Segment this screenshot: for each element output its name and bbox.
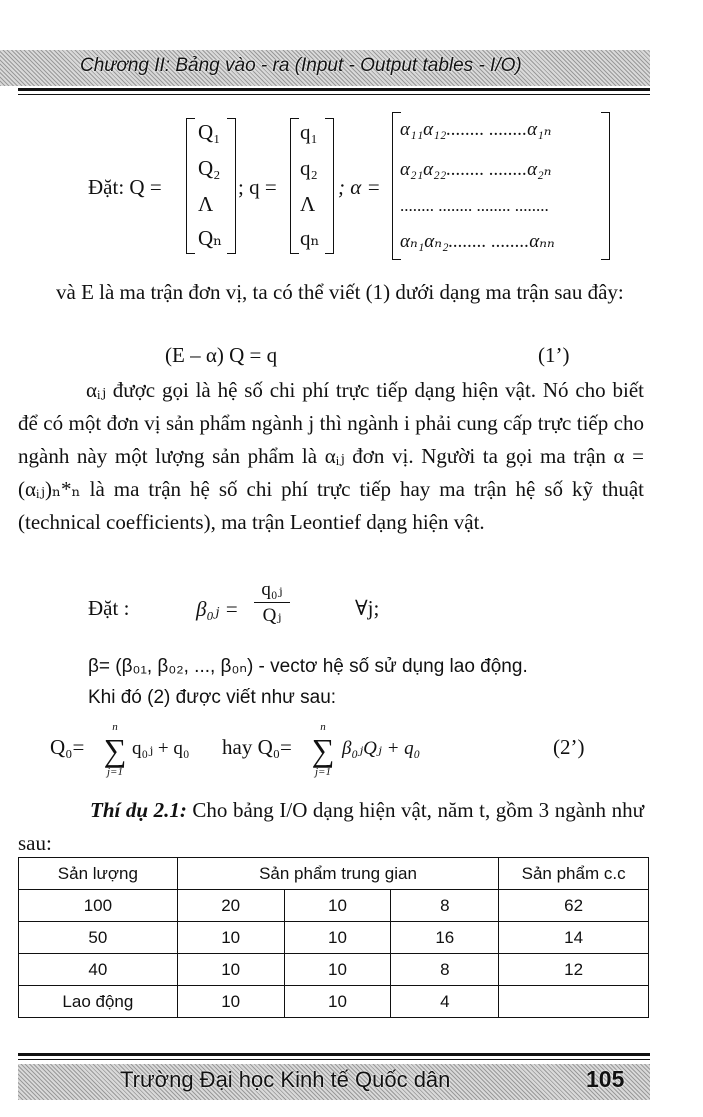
- table-cell: 16: [391, 922, 499, 954]
- eq2-lhs: Q₀=: [50, 735, 85, 759]
- table-cell: 50: [19, 922, 178, 954]
- table-cell: 40: [19, 954, 178, 986]
- eq2-term2: β₀ⱼQⱼ + q₀: [342, 738, 421, 759]
- beta-denominator: Qⱼ: [262, 605, 282, 626]
- beta-lhs: β₀ⱼ =: [196, 597, 239, 621]
- table-row: [19, 890, 649, 922]
- matrix-alpha-row: α₂₁α₂₂........ ........α₂ₙ: [400, 159, 552, 180]
- matrix-alpha-row: αₙ₁αₙ₂........ ........αₙₙ: [400, 231, 555, 252]
- matrix-Q-entry: Q₂: [198, 156, 221, 180]
- table-header-cell: Sản phẩm c.c: [499, 858, 649, 890]
- school-name: Trường Đại học Kinh tế Quốc dân: [120, 1067, 451, 1092]
- matrix-q-entry: q₂: [300, 156, 318, 180]
- beta-fraction: [252, 578, 292, 627]
- table-cell: 8: [391, 954, 499, 986]
- beta-forall: ∀j;: [355, 596, 380, 620]
- table-cell: 4: [391, 986, 499, 1018]
- table-cell: 100: [19, 890, 178, 922]
- matrix-q: [290, 118, 334, 256]
- paragraph-2: αᵢⱼ được gọi là hệ số chi phí trực tiếp dạng hiện vật. Nó cho biết để có một đơn vị sản phẩm ngành j thì ngành i phải cung cấp trực tiếp cho ngành này một lượng sản phẩm là αᵢⱼ đơn vị. Người ta gọi ma trận α = (αᵢⱼ)ₙ*ₙ là ma trận hệ số chi phí trực tiếp hay ma trận hệ số kỹ thuật (technical coefficients), ma trận Leontief dạng hiện vật.: [18, 378, 644, 534]
- sum-symbol: ∑: [311, 732, 335, 768]
- table-cell: 10: [177, 986, 284, 1018]
- example-paragraph: [18, 794, 644, 860]
- table-cell: 62: [499, 890, 649, 922]
- sum-symbol: ∑: [103, 732, 127, 768]
- example-label: Thí dụ 2.1:: [90, 798, 187, 822]
- page-number: 105: [586, 1066, 625, 1092]
- table-header-cell: Sản phẩm trung gian: [177, 858, 498, 890]
- matrix-lead: Đặt: Q =: [88, 175, 162, 199]
- table-cell: 10: [284, 922, 391, 954]
- table-cell: 10: [284, 890, 391, 922]
- paragraph-1: và E là ma trận đơn vị, ta có thể viết (1) dưới dạng ma trận sau đây:: [56, 280, 624, 304]
- table-row: [19, 986, 649, 1018]
- io-table: [18, 857, 649, 1018]
- table-cell: [499, 986, 649, 1018]
- matrix-Q-entry: Λ: [198, 192, 214, 216]
- table-header-row: [19, 858, 649, 890]
- matrix-Q: [186, 118, 236, 256]
- eq2-sum1: [100, 722, 130, 778]
- eq2-sum2: [308, 722, 338, 778]
- matrix-sep2: ; α =: [338, 175, 381, 199]
- matrix-sep1: ; q =: [238, 175, 277, 199]
- table-cell: 8: [391, 890, 499, 922]
- footer-rule: [18, 1053, 650, 1056]
- header-rule-thin: [18, 94, 650, 95]
- then-line: Khi đó (2) được viết như sau:: [88, 687, 337, 708]
- example-text: Cho bảng I/O dạng hiện vật, năm t, gồm 3 ngành như sau:: [18, 798, 644, 855]
- table-cell: 10: [177, 922, 284, 954]
- sum-upper: n: [320, 721, 326, 733]
- matrix-alpha: [392, 112, 610, 262]
- matrix-q-entry: q₁: [300, 120, 318, 144]
- footer-rule-thin: [18, 1059, 650, 1060]
- matrix-alpha-row: α₁₁α₁₂........ ........α₁ₙ: [400, 119, 552, 140]
- sum-upper: n: [112, 721, 118, 733]
- equation-1prime: (E – α) Q = q: [165, 343, 278, 367]
- eq2-label: (2’): [553, 735, 585, 759]
- table-cell: 12: [499, 954, 649, 986]
- sum-lower: j=1: [107, 766, 123, 778]
- beta-lead: Đặt :: [88, 596, 130, 620]
- matrix-q-entry: Λ: [300, 192, 316, 216]
- beta-numerator: q₀ⱼ: [261, 579, 283, 600]
- table-header-cell: Sản lượng: [19, 858, 178, 890]
- matrix-alpha-row: ........ ........ ........ ........: [400, 196, 549, 215]
- matrix-q-entry: qₙ: [300, 226, 320, 250]
- matrix-Q-entry: Q₁: [198, 120, 221, 144]
- eq2-mid: hay Q₀=: [222, 735, 292, 759]
- table-row: [19, 922, 649, 954]
- table-cell: 10: [177, 954, 284, 986]
- table-cell: 14: [499, 922, 649, 954]
- equation-1prime-label: (1’): [538, 343, 570, 367]
- table-row: [19, 954, 649, 986]
- matrix-Q-entry: Qₙ: [198, 226, 223, 250]
- header-rule: [18, 88, 650, 91]
- eq2-term1: q₀ⱼ + q₀: [132, 738, 190, 759]
- table-cell: 20: [177, 890, 284, 922]
- sum-lower: j=1: [315, 766, 331, 778]
- beta-vector-line: β= (β₀₁, β₀₂, ..., β₀ₙ) - vectơ hệ số sử dụng lao động.: [88, 656, 528, 677]
- table-cell: Lao động: [19, 986, 178, 1018]
- table-cell: 10: [284, 986, 391, 1018]
- table-cell: 10: [284, 954, 391, 986]
- chapter-title: Chương II: Bảng vào - ra (Input - Output tables - I/O): [80, 55, 522, 76]
